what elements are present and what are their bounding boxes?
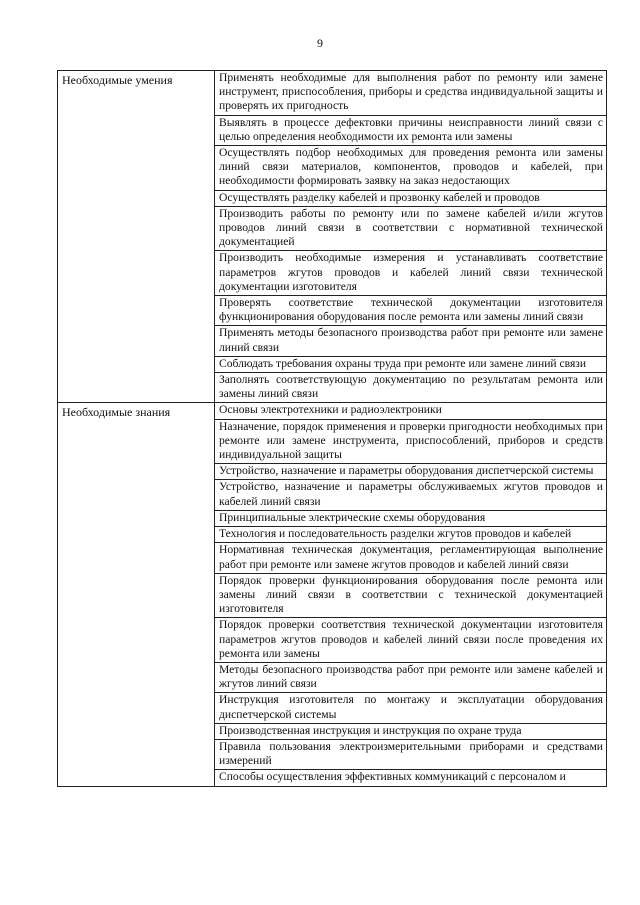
list-item: Устройство, назначение и параметры обслуживаемых жгутов проводов и кабелей линий связи (215, 480, 606, 510)
list-item: Производственная инструкция и инструкция по охране труда (215, 724, 606, 740)
list-item: Производить работы по ремонту или по замене кабелей и/или жгутов проводов линий связи в соответствии с нормативной технической документацией (215, 207, 606, 252)
table-row-knowledge (58, 403, 607, 786)
list-item: Осуществлять разделку кабелей и прозвонку кабелей и проводов (215, 191, 606, 207)
list-item: Производить необходимые измерения и устанавливать соответствие параметров жгутов проводов и кабелей линий связи технической документации изготовителя (215, 251, 606, 296)
list-item: Методы безопасного производства работ при ремонте или замене кабелей и жгутов линий связи (215, 663, 606, 693)
list-item: Осуществлять подбор необходимых для проведения ремонта или замены линий связи материалов, компонентов, проводов и кабелей, при необходимости формировать заявку на заказ недостающих (215, 146, 606, 191)
list-item: Проверять соответствие технической документации изготовителя функционирования оборудования после ремонта или замены линий связи (215, 296, 606, 326)
list-item: Порядок проверки функционирования оборудования после ремонта или замены линий связи в соответствии с технической документацией изготовителя (215, 574, 606, 619)
list-item: Порядок проверки соответствия технической документации изготовителя параметров жгутов проводов и кабелей линий связи после проведения их ремонта или замены (215, 618, 606, 663)
list-item: Инструкция изготовителя по монтажу и эксплуатации оборудования диспетчерской системы (215, 693, 606, 723)
list-item: Принципиальные электрические схемы оборудования (215, 511, 606, 527)
list-item: Основы электротехники и радиоэлектроники (215, 403, 606, 419)
list-item: Нормативная техническая документация, регламентирующая выполнение работ при ремонте или замене жгутов проводов и кабелей линий связи (215, 543, 606, 573)
list-item: Назначение, порядок применения и проверки пригодности необходимых при ремонте или замене инструмента, приспособлений, приборов и средств индивидуальной защиты (215, 420, 606, 465)
list-item: Правила пользования электроизмерительными приборами и средствами измерений (215, 740, 606, 770)
list-item: Применять необходимые для выполнения работ по ремонту или замене инструмент, приспособления, приборы и средства индивидуальной защиты и проверять их пригодность (215, 71, 606, 116)
table-row-skills (58, 71, 607, 403)
list-item: Заполнять соответствующую документацию по результатам ремонта или замены линий связи (219, 373, 603, 401)
section-items-skills (215, 71, 607, 403)
page-number: 9 (317, 36, 323, 50)
list-item: Выявлять в процессе дефектовки причины неисправности линий связи с целью определения необходимости их ремонта или замены (215, 116, 606, 146)
section-items-knowledge (215, 403, 607, 786)
section-label-knowledge: Необходимые знания (58, 403, 215, 786)
list-item: Применять методы безопасного производства работ при ремонте или замене линий связи (215, 326, 606, 356)
list-item: Технология и последовательность разделки жгутов проводов и кабелей (215, 527, 606, 543)
list-item: Соблюдать требования охраны труда при ремонте или замене линий связи (215, 357, 606, 373)
list-item: Способы осуществления эффективных коммуникаций с персоналом и (219, 770, 566, 784)
list-item: Устройство, назначение и параметры оборудования диспетчерской системы (215, 464, 606, 480)
requirements-table (57, 70, 607, 787)
section-label-skills: Необходимые умения (58, 71, 215, 403)
